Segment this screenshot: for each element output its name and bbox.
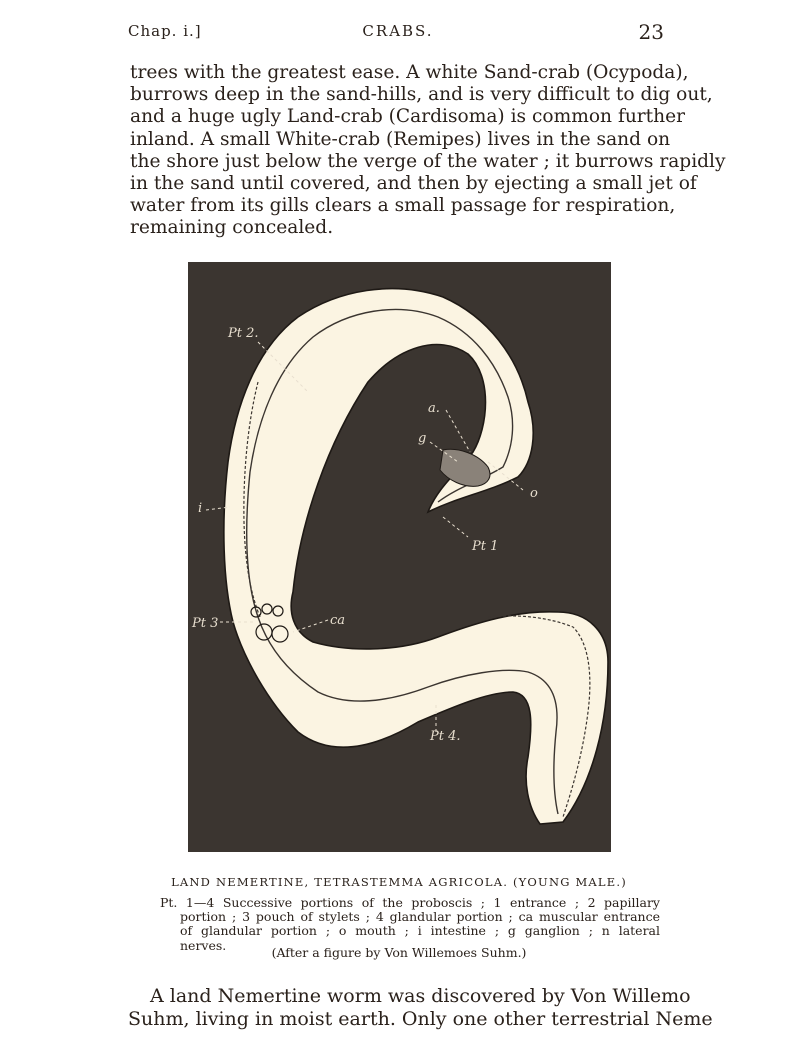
label-pt4: Pt 4. <box>430 729 461 744</box>
running-header <box>128 20 668 48</box>
body-paragraph-top <box>130 62 726 240</box>
text-line: burrows deep in the sand-hills, and is very difficult to dig out, <box>130 84 713 106</box>
label-o: o <box>530 486 538 501</box>
text-line: Suhm, living in moist earth. Only one other terrestrial Neme <box>128 1008 713 1030</box>
label-ca: ca <box>330 613 346 628</box>
page-number: 23 <box>638 20 664 44</box>
legend-line: nerves. <box>180 937 227 953</box>
chapter-label: Chap. i.] <box>128 22 202 40</box>
text-line: water from its gills clears a small passage for respiration, <box>130 195 676 217</box>
text-line: trees with the greatest ease. A white Sand-crab (Ocypoda), <box>130 62 689 83</box>
legend-line: portion ; 3 pouch of stylets ; 4 glandular portion ; ca muscular entrance <box>180 909 660 925</box>
label-a: a. <box>428 401 440 416</box>
text-line: remaining concealed. <box>130 217 334 239</box>
figure-credit: (After a figure by Von Willemoes Suhm.) <box>271 945 527 960</box>
label-pt3: Pt 3 <box>192 616 219 631</box>
legend-line: Pt. 1—4 Successive portions of the proboscis ; 1 entrance ; 2 papillary <box>160 895 660 910</box>
worm-body <box>224 289 608 824</box>
text-line: the shore just below the verge of the water ; it burrows rapidly <box>130 150 726 172</box>
running-title: CRABS. <box>362 22 434 40</box>
nemertine-illustration <box>188 262 611 852</box>
label-pt2: Pt 2. <box>228 326 259 341</box>
text-line: in the sand until covered, and then by ejecting a small jet of <box>130 173 697 195</box>
label-i: i <box>198 501 203 516</box>
text-line: A land Nemertine worm was discovered by Von Willemo <box>150 985 691 1007</box>
label-g: g <box>418 431 427 446</box>
label-pt1: Pt 1 <box>472 539 499 554</box>
figure-caption-title: LAND NEMERTINE, TETRASTEMMA AGRICOLA. (YOUNG MALE.) <box>171 875 627 889</box>
legend-line: of glandular portion ; o mouth ; i intestine ; g ganglion ; n lateral <box>180 923 660 939</box>
body-paragraph-bottom <box>128 985 713 1031</box>
worm-drawing <box>188 262 611 852</box>
text-line: inland. A small White-crab (Remipes) lives in the sand on <box>130 128 671 150</box>
text-line: and a huge ugly Land-crab (Cardisoma) is common further <box>130 106 686 128</box>
